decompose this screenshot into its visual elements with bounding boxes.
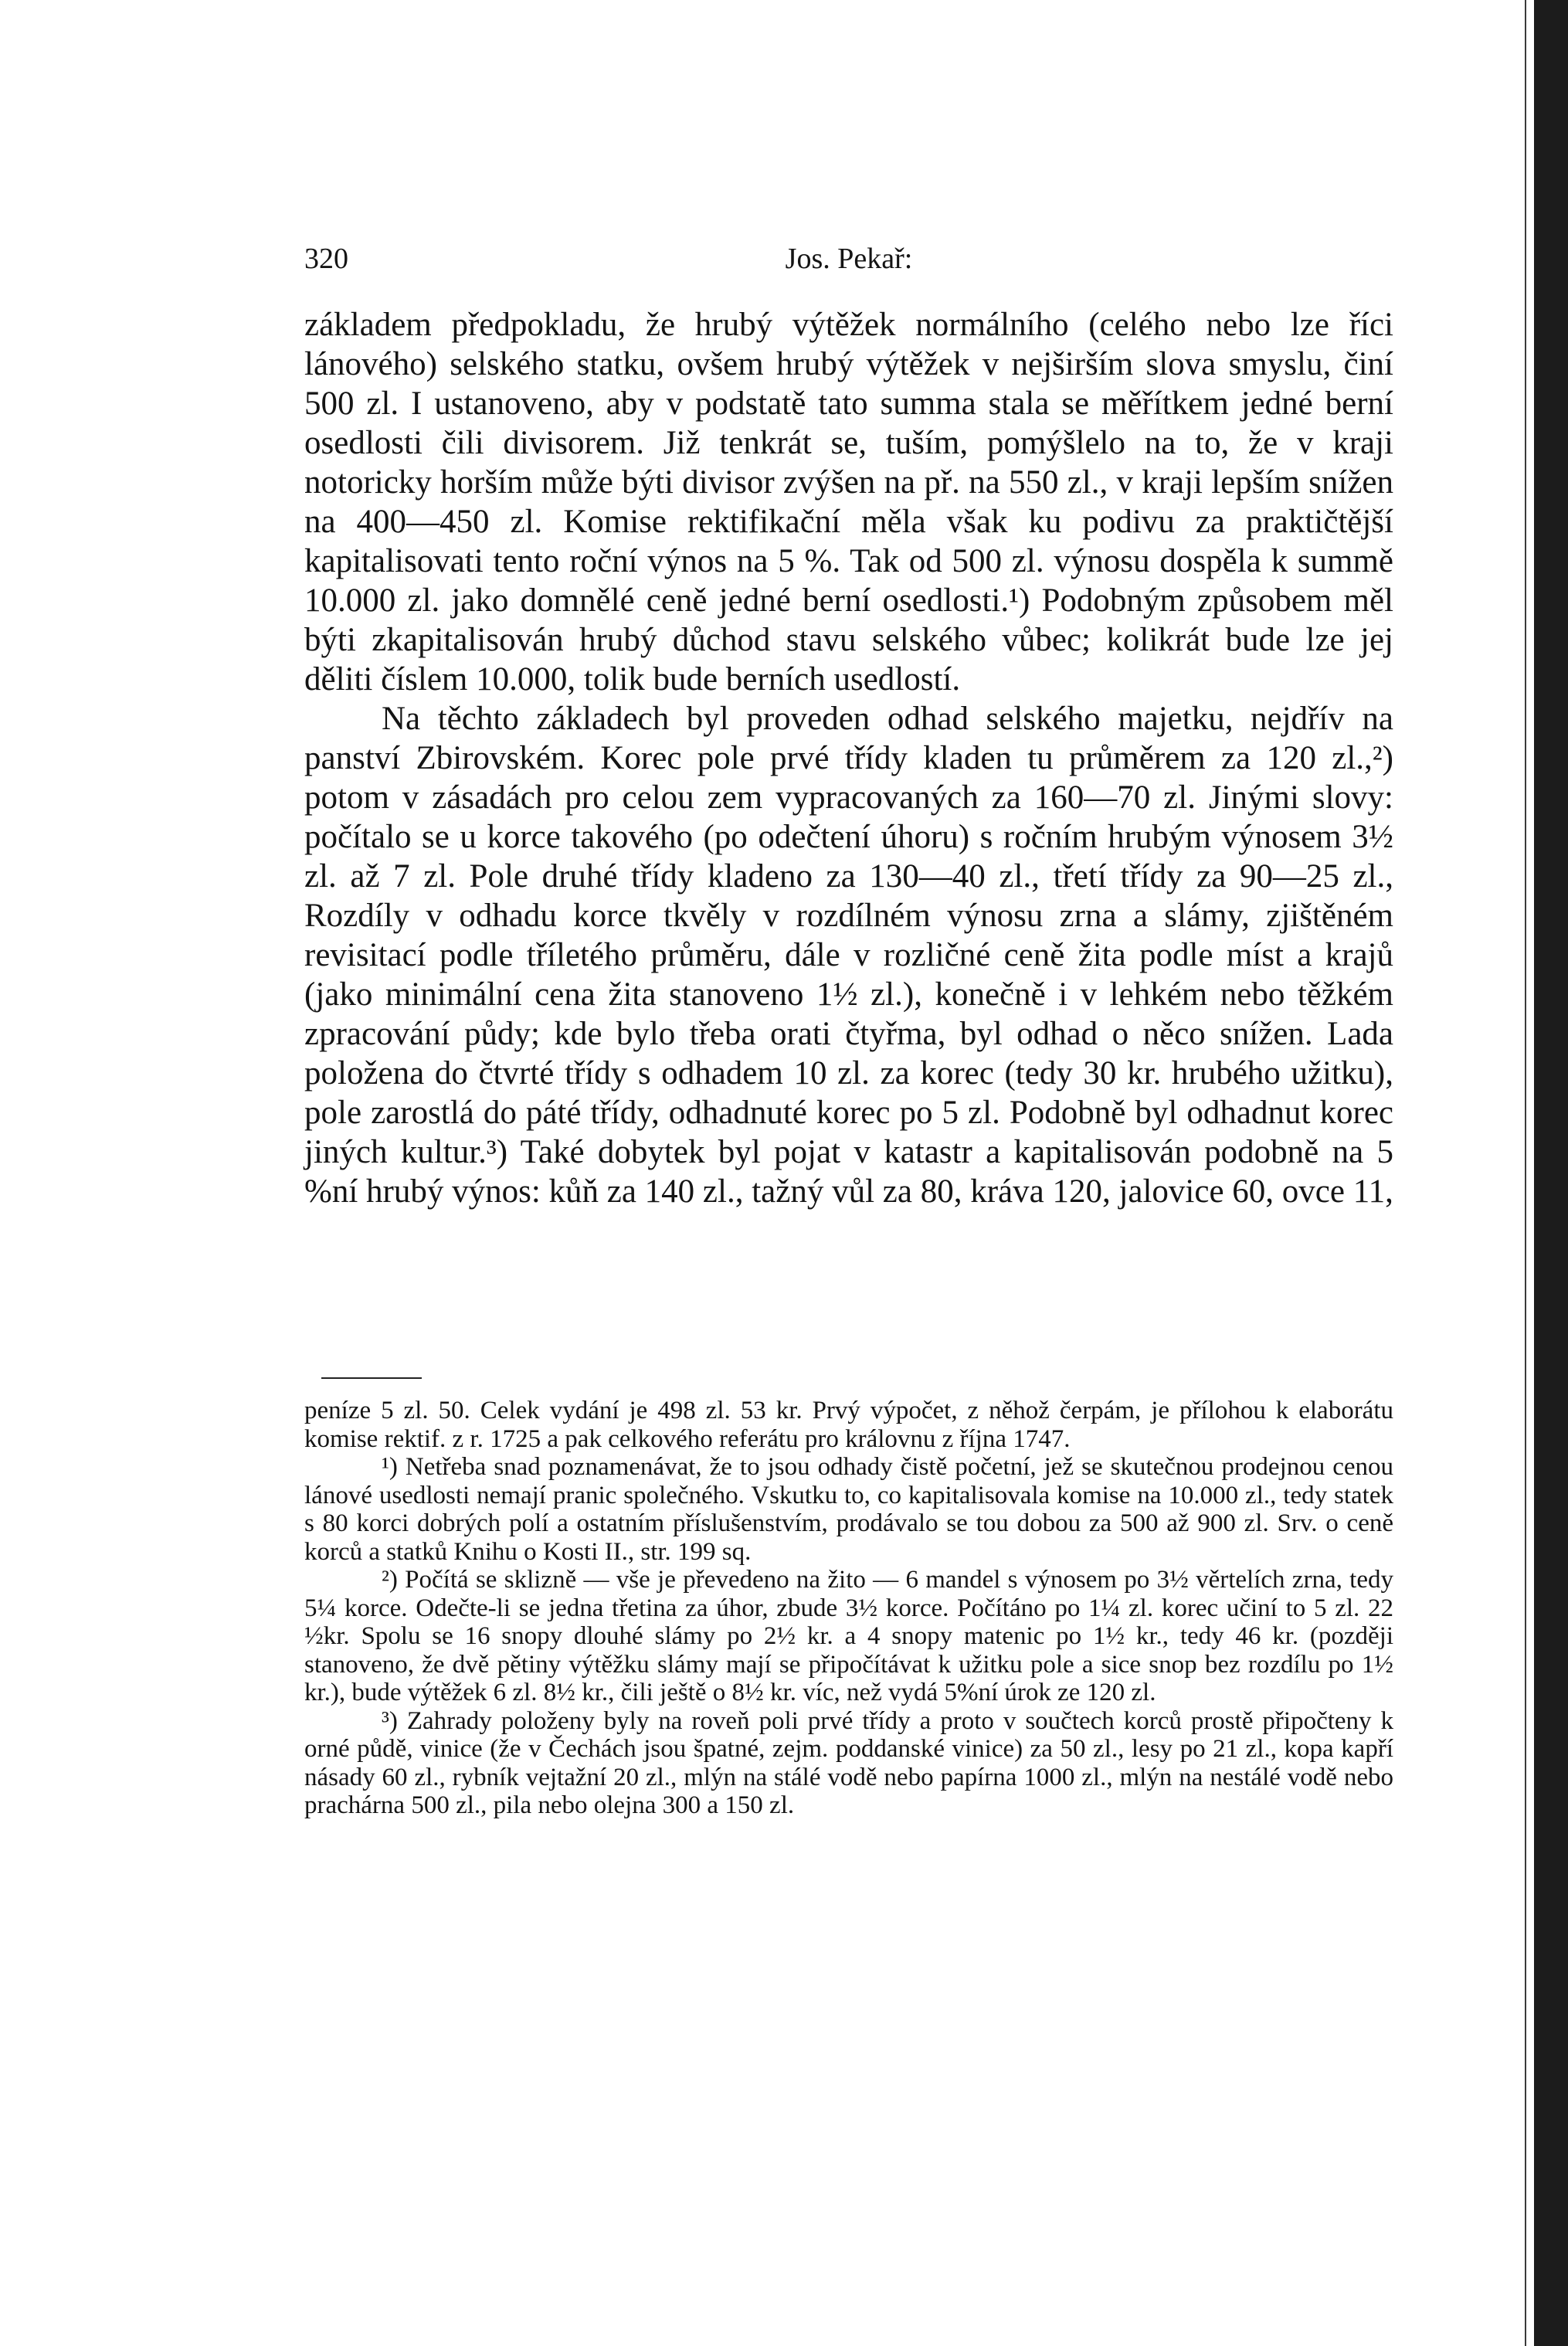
footnotes xyxy=(304,1397,1393,1820)
page-edge-line xyxy=(1525,0,1526,2346)
footnote-separator xyxy=(321,1377,422,1379)
running-title: Jos. Pekař: xyxy=(785,243,913,275)
footnote-1: ¹) Netřeba snad poznamenávat, že to jsou odhady čistě početní, jež se skutečnou prodejnou cenou lánové usedlosti nemají pranic společného. Vskutku to, co kapitalisovala komise na 10.000 zl., tedy statek s 80 korci dobrých polí a ostatním příslušenstvím, prodávalo se tou dobou za 500 až 900 zl. Srv. o ceně korců a statků Knihu o Kosti II., str. 199 sq. xyxy=(304,1453,1393,1566)
footnote-2: ²) Počítá se sklizně — vše je převedeno na žito — 6 mandel s výnosem po 3½ věrtelích zrna, tedy 5¼ korce. Odečte-li se jedna třetina za úhor, zbude 3½ korce. Počítáno po 1¼ zl. korec učiní to 5 zl. 22 ½kr. Spolu se 16 snopy dlouhé slámy po 2½ kr. a 4 snopy matenic po 1½ kr., tedy 46 kr. (později stanoveno, že dvě pětiny výtěžku slámy mají se připočítávat k užitku pole a sice snop bez rozdílu po 1½ kr.), bude výtěžek 6 zl. 8½ kr., čili ještě o 8½ kr. víc, než vydá 5%ní úrok ze 120 zl. xyxy=(304,1566,1393,1706)
main-text xyxy=(304,305,1393,1211)
footnote-continuation: peníze 5 zl. 50. Celek vydání je 498 zl. 53 kr. Prvý výpočet, z něhož čerpám, je přílohou k elaborátu komise rektif. z r. 1725 a pak celkového referátu pro královnu z října 1747. xyxy=(304,1397,1393,1453)
page-number: 320 xyxy=(304,243,348,275)
paragraph-1: základem předpokladu, že hrubý výtěžek normálního (celého nebo lze říci lánového) selského statku, ovšem hrubý výtěžek v nejširším slova smyslu, činí 500 zl. I ustanoveno, aby v podstatě tato summa stala se měřítkem jedné berní osedlosti čili divisorem. Již tenkrát se, tuším, pomýšlelo na to, že v kraji notoricky horším může býti divisor zvýšen na př. na 550 zl., v kraji lepším snížen na 400—450 zl. Komise rektifikační měla však ku podivu za praktičtější kapitalisovati tento roční výnos na 5 %. Tak od 500 zl. výnosu dospěla k summě 10.000 zl. jako domnělé ceně jedné berní osedlosti.¹) Podobným způsobem měl býti zkapitalisován hrubý důchod stavu selského vůbec; kolikrát bude lze jej děliti číslem 10.000, tolik bude berních usedlostí. xyxy=(304,307,1393,698)
footnote-3: ³) Zahrady položeny byly na roveň poli prvé třídy a proto v součtech korců prostě připočteny k orné půdě, vinice (že v Čechách jsou špatné, zejm. poddanské vinice) za 50 zl., lesy po 21 zl., kopa kapří násady 60 zl., rybník vejtažní 20 zl., mlýn na stálé vodě nebo papírna 1000 zl., mlýn na nestálé vodě nebo prachárna 500 zl., pila nebo olejna 300 a 150 zl. xyxy=(304,1706,1393,1819)
page-header xyxy=(304,236,1393,282)
paragraph-2: Na těchto základech byl proveden odhad selského majetku, nejdřív na panství Zbirovském. Korec pole prvé třídy kladen tu průměrem za 120 zl.,²) potom v zásadách pro celou zem vypracovaných za 160—70 zl. Jinými slovy: počítalo se u korce takového (po odečtení úhoru) s ročním hrubým výnosem 3½ zl. až 7 zl. Pole druhé třídy kladeno za 130—40 zl., třetí třídy za 90—25 zl., Rozdíly v odhadu korce tkvěly v rozdílném výnosu zrna a slámy, zjištěném revisitací podle tříletého průměru, dále v rozličné ceně žita podle míst a krajů (jako minimální cena žita stanoveno 1½ zl.), konečně i v lehkém nebo těžkém zpracování půdy; kde bylo třeba orati čtyřma, byl odhad o něco snížen. Lada položena do čtvrté třídy s odhadem 10 zl. za korec (tedy 30 kr. hrubého užitku), pole zarostlá do páté třídy, odhadnuté korec po 5 zl. Podobně byl odhadnut korec jiných kultur.³) Také dobytek byl pojat v katastr a kapitalisován podobně na 5 %ní hrubý výnos: kůň za 140 zl., tažný vůl za 80, kráva 120, jalovice 60, ovce 11, xyxy=(304,701,1393,1210)
page-edge-shadow xyxy=(1534,0,1568,2346)
